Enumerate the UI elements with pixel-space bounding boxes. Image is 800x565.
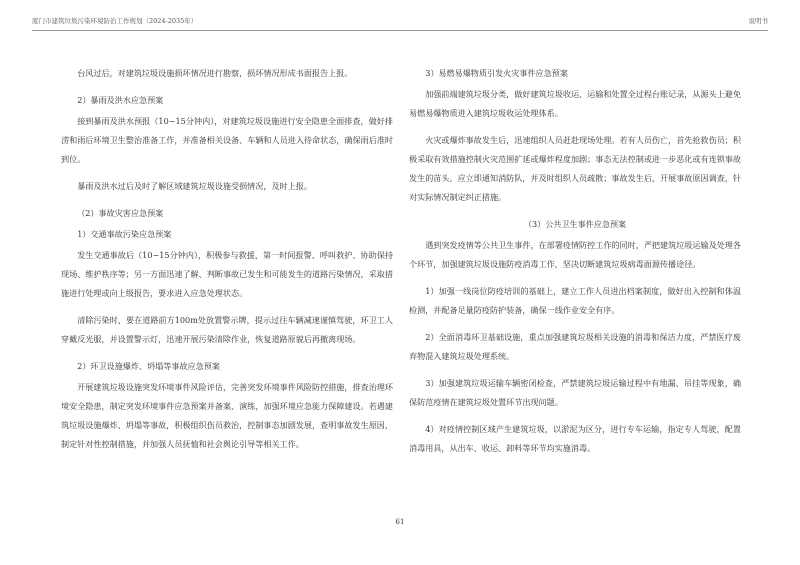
left-section-heading-4: （2）事故灾害应急预案 (77, 208, 164, 218)
right-text-column (409, 64, 741, 466)
right-paragraph-5: 1）加强一线岗位防疫培训的基础上，建立工作人员进出档案制度，做好出入控制和体温检测，并配备足量防疫防护装备，确保一线作业安全有序。 (409, 286, 741, 315)
document-type-label: 说明书 (748, 17, 768, 25)
left-section-heading-1: 2）暴雨及洪水应急预案 (77, 95, 164, 105)
right-paragraph-1: 加强前端建筑垃圾分类，做好建筑垃圾收运、运输和处置全过程台账记录，从源头上避免易燃易爆物质进入建筑垃圾收运处理体系。 (409, 89, 741, 118)
page-header (32, 12, 768, 28)
page-number: 61 (395, 518, 405, 526)
left-text-column (61, 64, 393, 462)
left-paragraph-9: 开展建筑垃圾设施突发环境事件风险评估，完善突发环境事件风险防控措施，排查治理环境安全隐患，制定突发环境事件应急预案并备案、演练，加强环境应急能力保障建设。若遇建筑垃圾设施爆炸、坍塌等事故，积极组织伤员救治，控制事态加剧发展，查明事故发生原因，制定针对性控制措施，并加强人员抚恤和社会舆论引导等相关工作。 (61, 382, 393, 449)
left-paragraph-7: 清除污染时，要在道路前方100m处放置警示牌，提示过往车辆减速谨慎驾驶，环卫工人穿戴反光服，并设置警示灯，迅速开展污染清除作业，恢复道路原貌后再撤离现场。 (61, 315, 393, 344)
left-section-heading-8: 2）环卫设施爆炸、坍塌等事故应急预案 (77, 361, 220, 371)
header-divider (32, 30, 768, 31)
right-section-heading-0: 3）易燃易爆物质引发火灾事件应急预案 (425, 68, 568, 78)
right-paragraph-2: 火灾或爆炸事故发生后，迅速组织人员赶赴现场处理。若有人员伤亡，首先抢救伤员；积极采取有效措施控制火灾范围扩延或爆炸程度加剧；事态无法控制或进一步恶化或有连锁事故发生的苗头，应立即通知消防队，并及时组织人员疏散；事故发生后，开展事故原因调查，针对实际情况制定纠正措施。 (409, 135, 741, 202)
left-paragraph-0: 台风过后，对建筑垃圾设施损坏情况进行勘察，损坏情况形成书面报告上报。 (77, 68, 353, 78)
left-paragraph-2: 接到暴雨及洪水预报（10~15分钟内），对建筑垃圾设施进行安全隐患全面排查，做好排涝和雨后环境卫生整治准备工作，并准备相关设备、车辆和人员进入待命状态，确保雨后准时到位。 (61, 116, 393, 164)
document-title: 厦门市建筑垃圾污染环境防治工作规划（2024-2035年） (32, 17, 198, 25)
left-paragraph-3: 暴雨及洪水过后及时了解区域建筑垃圾设施受损情况，及时上报。 (77, 181, 312, 191)
left-paragraph-6: 发生交通事故后（10~15分钟内），积极参与救援，第一时间报警、呼叫救护、协助保持现场、维护秩序等；另一方面迅速了解、判断事故已发生和可能发生的道路污染情况，采取措施进行处理或向上级报告，要求进入应急处理状态。 (61, 250, 393, 298)
right-section-heading-3: （3）公共卫生事件应急预案 (523, 219, 627, 229)
right-paragraph-4: 遇到突发疫情等公共卫生事件，在部署疫情防控工作的同时，严把建筑垃圾运输及处理各个环节，加强建筑垃圾设施防疫消毒工作，坚决切断建筑垃圾病毒面源传播途径。 (409, 240, 741, 269)
right-paragraph-8: 4）对疫情控制区域产生建筑垃圾，以淤泥为区分，进行专车运输，指定专人驾驶，配置消毒用具，从出车、收运、卸料等环节均实施消毒。 (409, 424, 741, 453)
left-section-heading-5: 1）交通事故污染应急预案 (77, 229, 172, 239)
right-paragraph-6: 2）全面消毒环卫基础设施，重点加强建筑垃圾相关设施的消毒和保洁力度，严禁医疗废弃物混入建筑垃圾处理系统。 (409, 332, 741, 361)
right-paragraph-7: 3）加强建筑垃圾运输车辆密闭检查，严禁建筑垃圾运输过程中有地漏、吊挂等现象，确保防范疫情在建筑垃圾处置环节出现问题。 (409, 378, 741, 407)
